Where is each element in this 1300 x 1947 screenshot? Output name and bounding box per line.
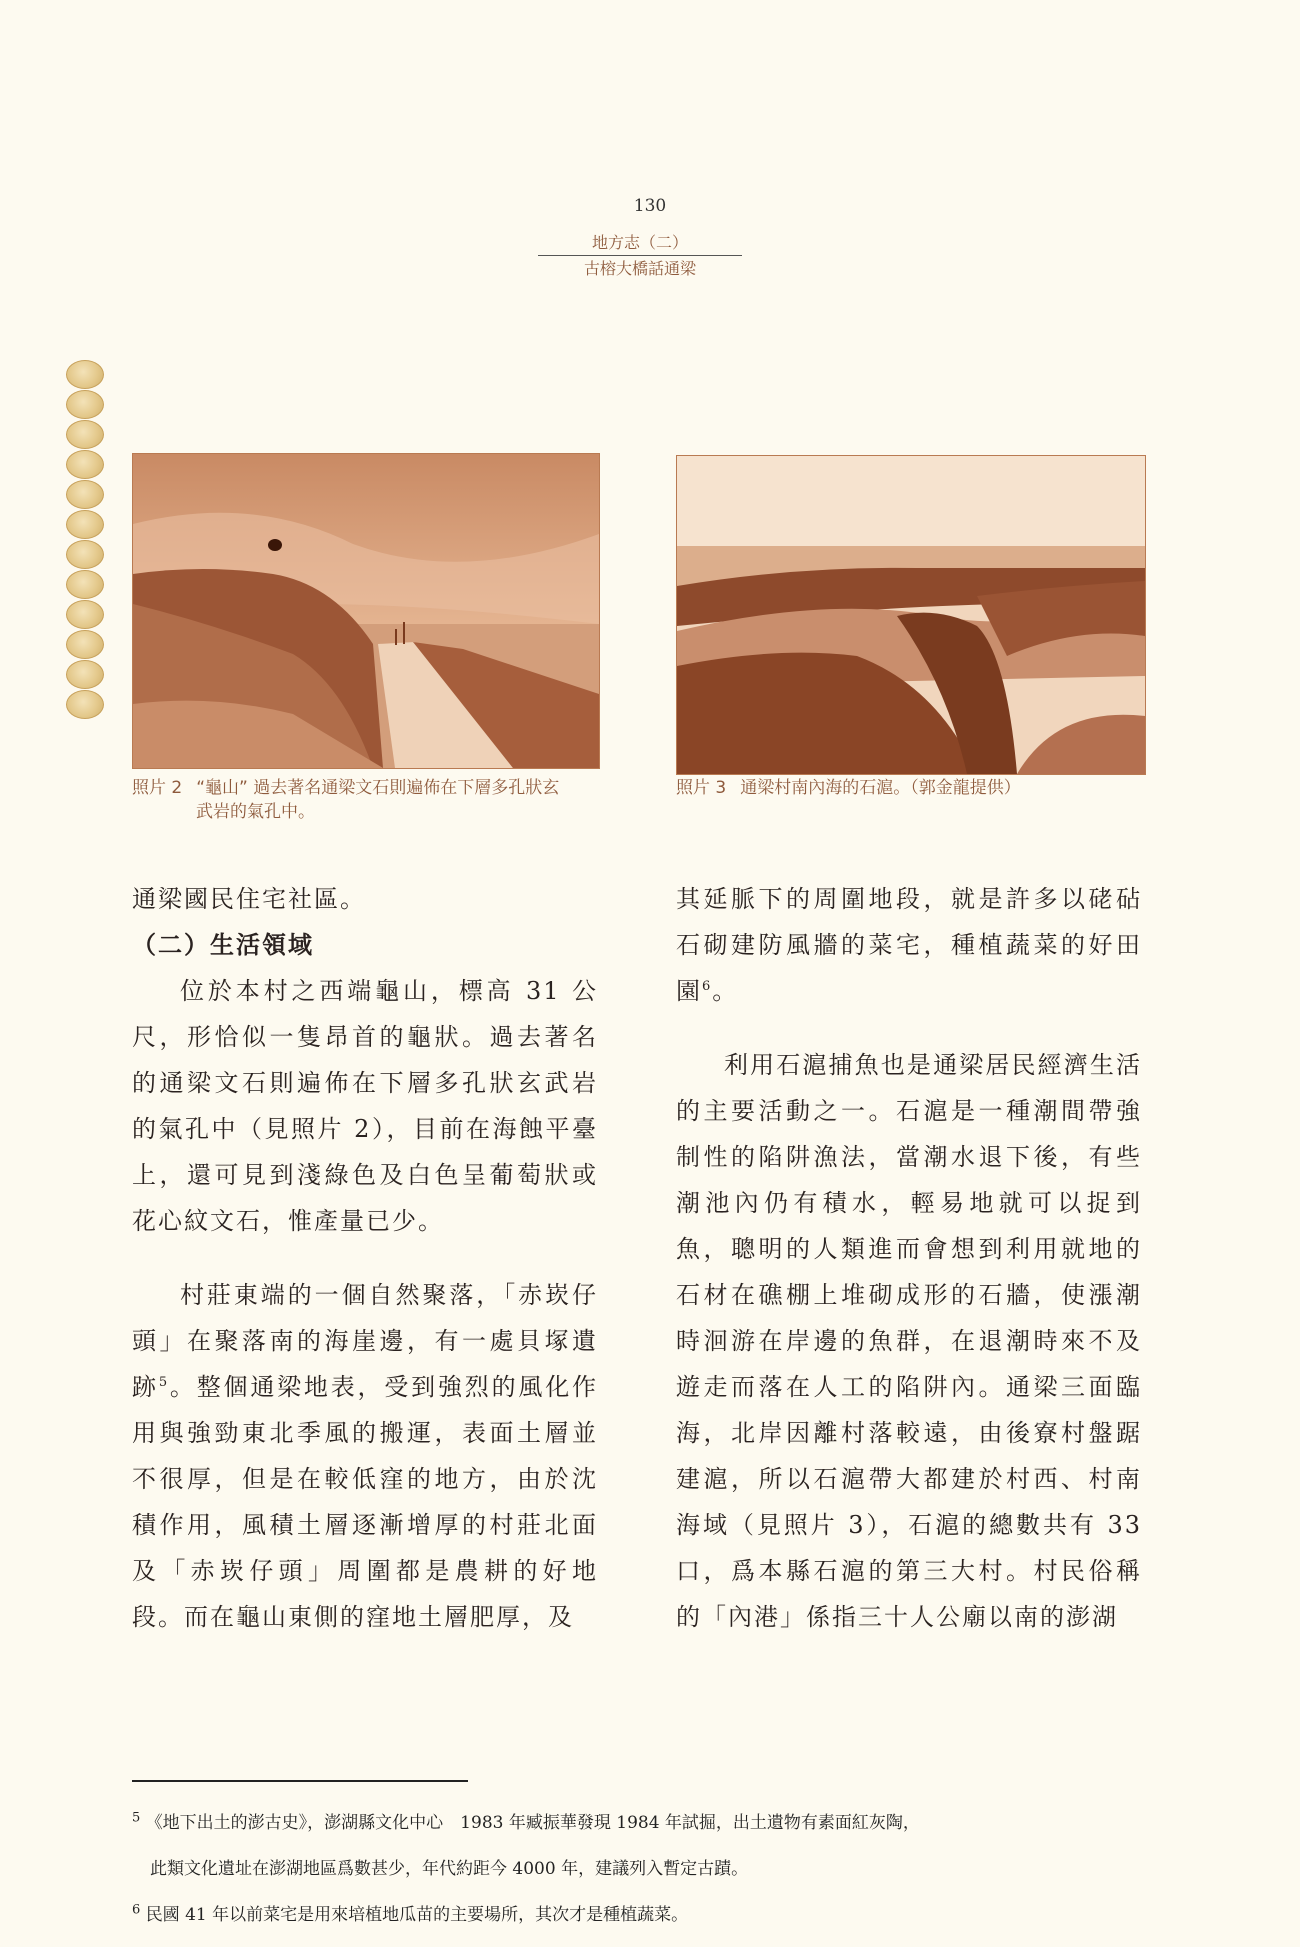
photo-2-caption-line1: “龜山” 過去著名通梁文石則遍佈在下層多孔狀玄 bbox=[196, 778, 560, 798]
photo-2-caption-line2: 武岩的氣孔中。 bbox=[196, 802, 315, 822]
photo-2-caption bbox=[132, 776, 602, 824]
photo-3-caption-text: 通梁村南內海的石滬。（郭金龍提供） bbox=[740, 778, 1021, 798]
paragraph-left-0: 通梁國民住宅社區。 bbox=[132, 885, 366, 913]
decorative-ornament-column bbox=[66, 360, 106, 719]
footnote-ref-5[interactable]: 5 bbox=[158, 1375, 170, 1390]
paragraph-right-0: 其延脈下的周圍地段，就是許多以硓砧石砌建防風牆的菜宅，種植蔬菜的好田園$^6$。 bbox=[676, 885, 1142, 1005]
paragraph-left-2: 村莊東端的一個自然聚落，「赤崁仔頭」在聚落南的海崖邊，有一處貝塚遺跡$^5$。整個通梁地表，受到強烈的風化作用與強勁東北季風的搬運，表面土層並不很厚，但是在較低窪的地方，由於沈積作用，風積土層逐漸增厚的村莊北面及「赤崁仔頭」周圍都是農耕的好地段。而在龜山東側的窪地土層肥厚，及 bbox=[132, 1281, 599, 1631]
photo-2-label: 照片 2 bbox=[132, 778, 183, 798]
footnote-5-continued: 此類文化遺址在澎湖地區爲數甚少，年代約距今 4000 年，建議列入暫定古蹟。 bbox=[150, 1859, 749, 1879]
paragraph-left-1: 位於本村之西端龜山，標高 31 公尺，形恰似一隻昂首的龜狀。過去著名的通梁文石則遍佈在下層多孔狀玄武岩的氣孔中（見照片 2），目前在海蝕平臺上，還可見到淺綠色及白色呈葡萄狀或花心紋文石，惟產量已少。 bbox=[132, 977, 598, 1235]
running-head-title: 古榕大橋話通梁 bbox=[583, 259, 696, 278]
photo-3-label: 照片 3 bbox=[676, 778, 727, 798]
footnote-6: $^6$ 民國 41 年以前菜宅是用來培植地瓜苗的主要場所，其次才是種植蔬菜。 bbox=[132, 1902, 689, 1925]
paragraph-right-1: 利用石滬捕魚也是通梁居民經濟生活的主要活動之一。石滬是一種潮間帶強制性的陷阱漁法，當潮水退下後，有些潮池內仍有積水，輕易地就可以捉到魚，聰明的人類進而會想到利用就地的石材在礁棚上堆砌成形的石牆，使漲潮時洄游在岸邊的魚群，在退潮時來不及遊走而落在人工的陷阱內。通梁三面臨海，北岸因離村落較遠，由後寮村盤踞建滬，所以石滬帶大都建於村西、村南海域（見照片 3），石滬的總數共有 33 口，爲本縣石滬的第三大村。村民俗稱的「內港」係指三十人公廟以南的澎湖 bbox=[676, 1051, 1142, 1631]
footnotes bbox=[132, 1792, 1152, 1947]
footnote-rule bbox=[132, 1780, 468, 1782]
body-right-column bbox=[676, 876, 1142, 1640]
running-head bbox=[538, 232, 742, 280]
section-heading: （二）生活領域 bbox=[132, 931, 314, 959]
page-number: 130 bbox=[633, 196, 667, 216]
footnote-5: $^5$ 《地下出土的澎古史》，澎湖縣文化中心 1983 年臧振華發現 1984 年試掘，出土遺物有素面紅灰陶， bbox=[132, 1810, 920, 1833]
running-head-series: 地方志（二） bbox=[591, 233, 688, 252]
running-head-rule bbox=[538, 255, 742, 256]
photo-3-caption bbox=[676, 776, 1146, 800]
photo-2-turtle-hill bbox=[132, 453, 600, 769]
photo-3-stone-weir bbox=[676, 455, 1146, 775]
footnote-ref-6[interactable]: 6 bbox=[702, 979, 713, 994]
body-left-column bbox=[132, 876, 598, 1640]
